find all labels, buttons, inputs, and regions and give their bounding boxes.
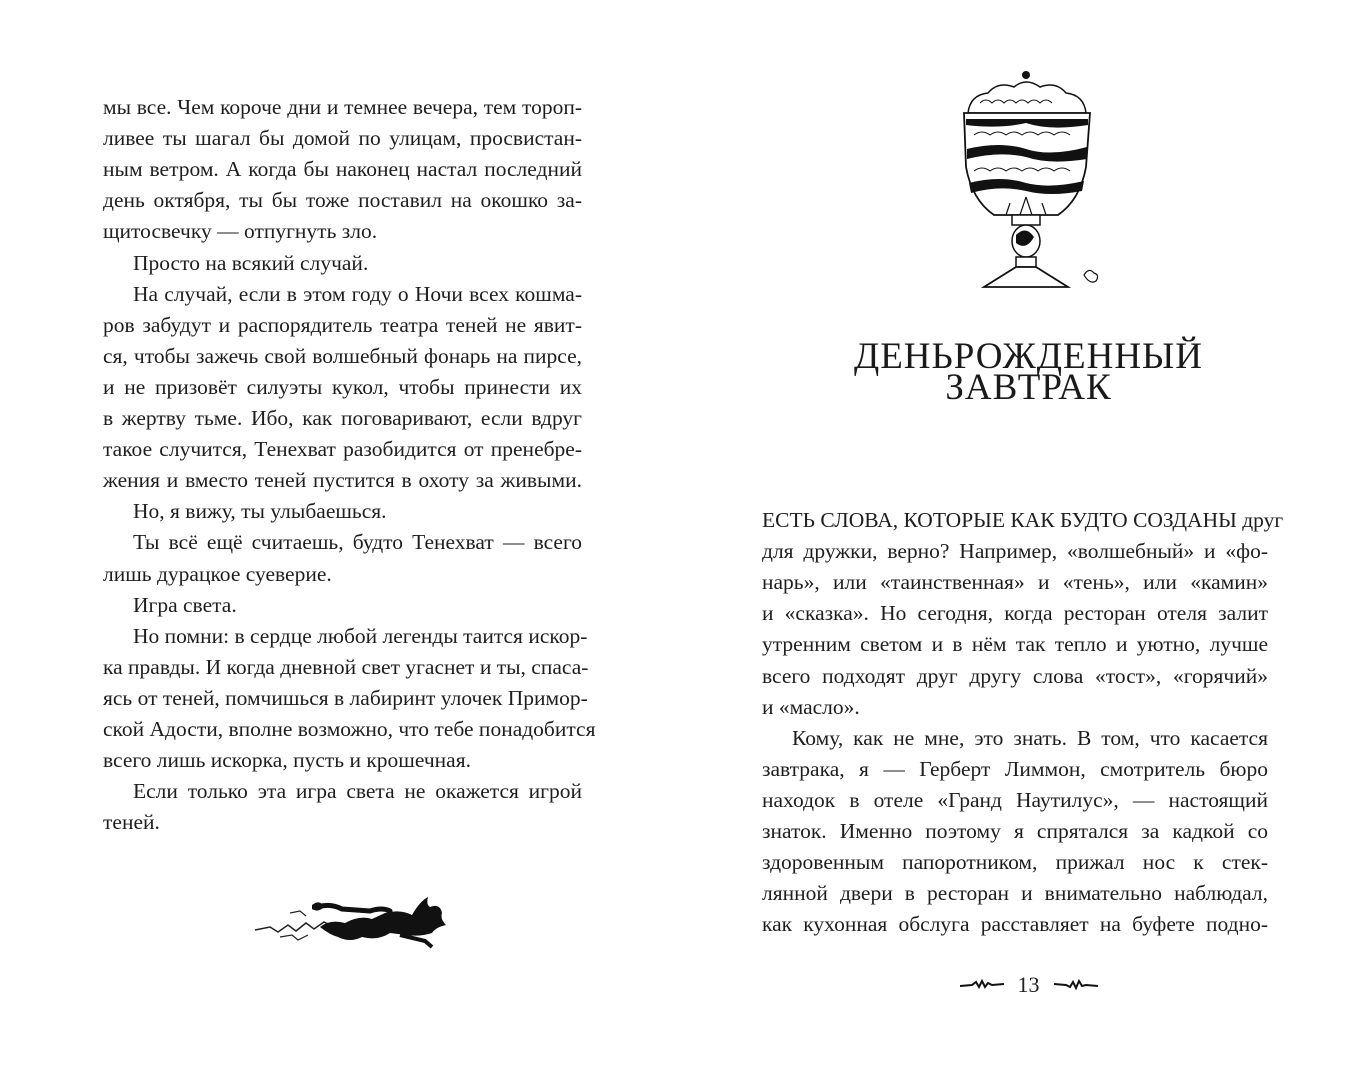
text-line: ясь от теней, помчишься в лабиринт улочек Примор- [103,685,588,710]
trifle-dessert-icon [950,65,1102,295]
left-page [0,0,685,1080]
text-line: и «масло». [762,694,860,719]
swash-icon [960,979,1004,991]
text-line: Но, я вижу, ты улыбаешься. [133,499,387,524]
text-line: ской Адости, вполне возможно, что тебе понадобится [103,717,596,741]
chapter-title-line-2: ЗАВТРАК [945,367,1112,408]
text-line: щитосвечку — отпугнуть зло. [103,219,378,244]
text-line: ся, чтобы зажечь свой волшебный фонарь на пирсе, [103,343,582,368]
page-number: 13 [1017,972,1040,997]
text-line: для дружки, верно? Например, «волшебный» и «фо- [762,539,1268,564]
text-line: ным ветром. А когда бы наконец настал последний [103,157,582,182]
text-line: жения и вместо теней пустится в охоту за живыми. [103,468,582,493]
text-line: Если только эта игра света не окажется игрой [133,779,582,804]
text-line: находок в отеле «Гранд Наутилус», — настоящий [762,787,1268,812]
text-line: ров забудут и распорядитель театра теней не явит- [103,312,582,337]
text-line: в жертву тьме. Ибо, как поговаривают, если вдруг [103,406,582,430]
text-line: Кому, как не мне, это знать. В том, что касается [792,725,1268,750]
text-line: Но помни: в сердце любой легенды таится искор- [133,623,588,648]
text-line: здоровенным папоротником, прижал нос к стек- [762,850,1268,875]
text-line: утренним светом и в нём так тепло и уютно, лучше [762,632,1268,657]
swash-icon [1054,979,1098,991]
text-line: Игра света. [133,592,237,617]
text-line: такое случится, Тенехват разобидится от пренебре- [103,437,582,462]
text-line: На случай, если в этом году о Ночи всех кошма- [133,281,582,306]
chapter-title-line-1: ДЕНЬРОЖДЕННЫЙ [853,336,1204,377]
text-line: ЕСТЬ СЛОВА, КОТОРЫЕ КАК БУДТО СОЗДАНЫ друг [762,508,1284,532]
text-line: Ты всё ещё считаешь, будто Тенехват — всего [133,530,582,555]
text-line: всего подходят друг другу слова «тост», «горячий» [762,663,1268,688]
text-line: и не призовёт силуэты кукол, чтобы принести их [103,374,582,399]
page-footer [686,972,1371,998]
text-line: день октября, ты бы тоже поставил на окошко за- [103,188,582,213]
text-line: нарь», или «таинственная» и «тень», или «камин» [762,570,1268,595]
text-line: всего лишь искорка, пусть и крошечная. [103,748,471,773]
text-line: завтрака, я — Герберт Лиммон, смотритель бюро [762,756,1268,781]
text-line: как кухонная обслуга расставляет на буфете подно- [762,912,1268,937]
text-line: лянной двери в ресторан и внимательно наблюдал, [762,881,1268,906]
text-line: теней. [103,810,160,835]
text-line: ливее ты шагал бы домой по улицам, просвистан- [103,126,582,151]
text-line: и «сказка». Но сегодня, когда ресторан отеля залит [762,601,1268,626]
text-line: знаток. Именно поэтому я спрятался за кадкой со [762,819,1268,843]
text-line: лишь дурацкое суеверие. [103,561,332,586]
right-page [686,0,1371,1080]
text-line: ка правды. И когда дневной свет угаснет и ты, спаса- [103,654,589,679]
shadow-creature-icon [250,885,455,950]
text-line: мы все. Чем короче дни и темнее вечера, тем тороп- [103,95,582,119]
text-line: Просто на всякий случай. [133,250,369,275]
